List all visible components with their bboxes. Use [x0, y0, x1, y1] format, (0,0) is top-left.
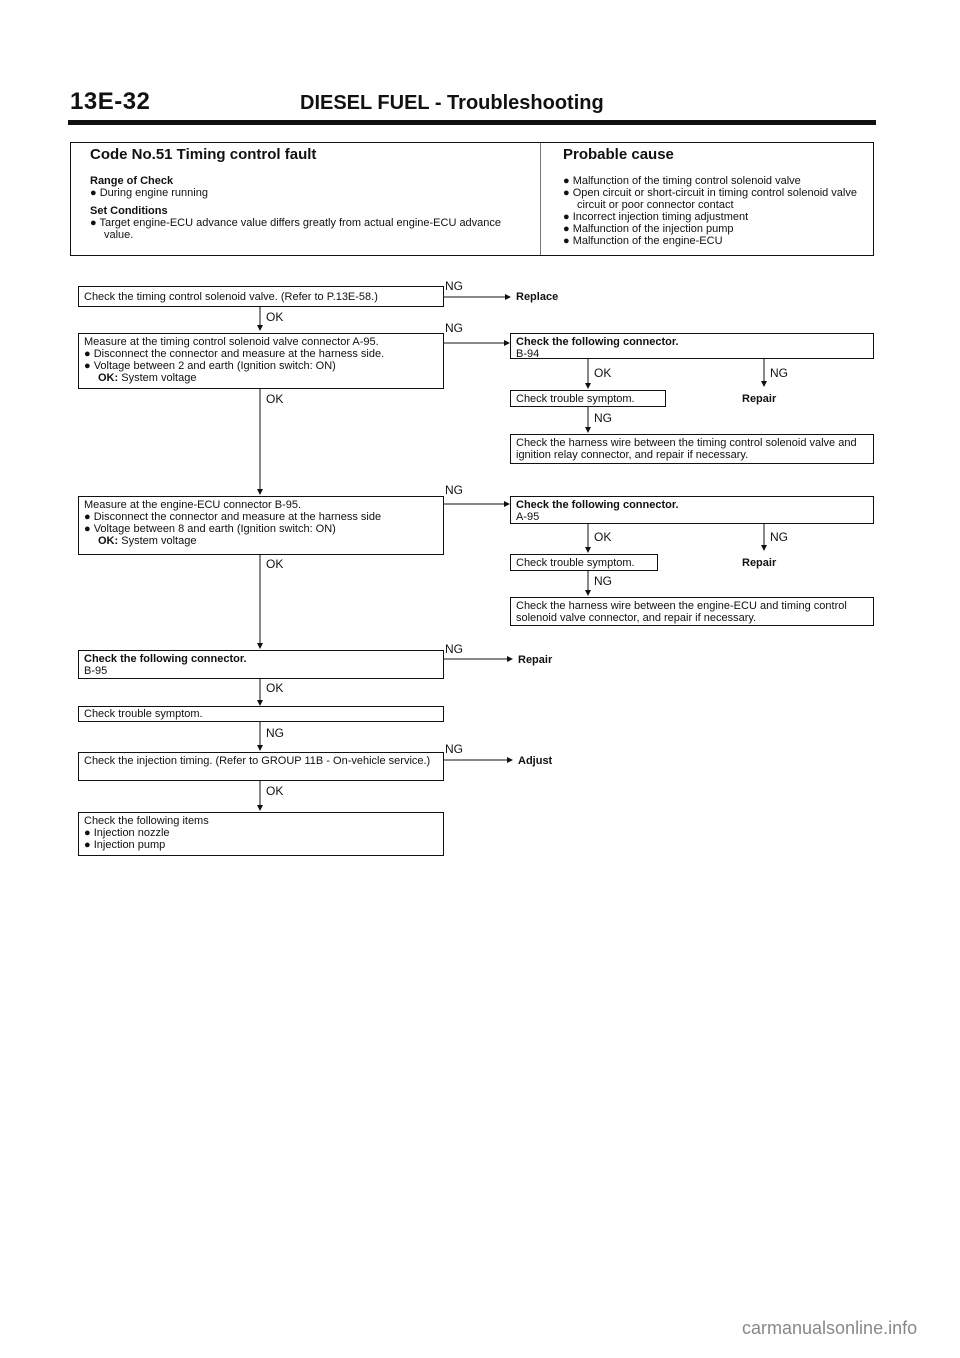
ok-label: OK — [266, 310, 284, 324]
ng-label: NG — [594, 574, 612, 588]
step-check-injection-timing: Check the injection timing. (Refer to GROUP 11B - On-vehicle service.) — [78, 752, 444, 781]
code-title: Code No.51 Timing control fault — [90, 146, 317, 163]
range-heading: Range of Check — [90, 175, 174, 187]
result-repair: Repair — [742, 557, 777, 569]
ng-label: NG — [445, 321, 463, 335]
ng-label: NG — [445, 279, 463, 293]
result-repair: Repair — [518, 654, 553, 666]
step-measure-ecu-connector: Measure at the engine-ECU connector B-95. ● Disconnect the connector and measure at the harness side ● Voltage between 8 and earth (Ignition switch: ON) OK: System voltage — [78, 496, 444, 555]
cause-item: ● Malfunction of the timing control solenoid valve — [563, 175, 801, 187]
step-check-trouble-symptom: Check trouble symptom. — [510, 554, 658, 571]
ng-label: NG — [266, 726, 284, 740]
ng-label: NG — [445, 642, 463, 656]
cause-item: ● Malfunction of the engine-ECU — [563, 235, 723, 247]
ng-label: NG — [770, 530, 788, 544]
ng-label: NG — [445, 742, 463, 756]
ng-label: NG — [445, 483, 463, 497]
range-item: ● During engine running — [90, 187, 208, 199]
step-check-solenoid-valve: Check the timing control solenoid valve. (Refer to P.13E-58.) — [78, 286, 444, 307]
ok-label: OK — [266, 784, 284, 798]
step-check-connector-b94: Check the following connector. B-94 — [510, 333, 874, 359]
probable-cause-title: Probable cause — [563, 146, 674, 163]
set-heading: Set Conditions — [90, 205, 168, 217]
cause-item: ● Open circuit or short-circuit in timing control solenoid valve circuit or poor connector contact — [563, 187, 857, 211]
step-check-trouble-symptom: Check trouble symptom. — [510, 390, 666, 407]
cause-item: ● Incorrect injection timing adjustment — [563, 211, 749, 223]
ok-label: OK — [266, 392, 284, 406]
ng-label: NG — [594, 411, 612, 425]
result-adjust: Adjust — [518, 755, 553, 767]
step-check-trouble-symptom: Check trouble symptom. — [78, 706, 444, 722]
result-replace: Replace — [516, 291, 559, 303]
step-measure-solenoid-connector: Measure at the timing control solenoid valve connector A-95. ● Disconnect the connector and measure at the harness side. ● Voltage between 2 and earth (Ignition switch: ON) OK: System voltage — [78, 333, 444, 389]
page-title: DIESEL FUEL - Troubleshooting — [300, 92, 604, 114]
step-check-harness-solenoid-relay: Check the harness wire between the timing control solenoid valve and ignition relay connector, and repair if necessary. — [510, 434, 874, 464]
set-item: ● Target engine-ECU advance value differs greatly from actual engine-ECU advance value. — [90, 217, 502, 241]
step-check-items: Check the following items ● Injection nozzle ● Injection pump — [78, 812, 444, 856]
step-check-connector-b95: Check the following connector. B-95 — [78, 650, 444, 679]
ok-label: OK — [594, 366, 612, 380]
ok-label: OK — [266, 681, 284, 695]
ok-label: OK — [266, 557, 284, 571]
result-repair: Repair — [742, 393, 777, 405]
step-check-connector-a95: Check the following connector. A-95 — [510, 496, 874, 524]
footer-watermark: carmanualsonline.info — [742, 1318, 918, 1338]
page-number: 13E-32 — [70, 88, 151, 115]
ng-label: NG — [770, 366, 788, 380]
step-check-harness-ecu-solenoid: Check the harness wire between the engine-ECU and timing control solenoid valve connector, and repair if necessary. — [510, 597, 874, 626]
cause-item: ● Malfunction of the injection pump — [563, 223, 734, 235]
ok-label: OK — [594, 530, 612, 544]
